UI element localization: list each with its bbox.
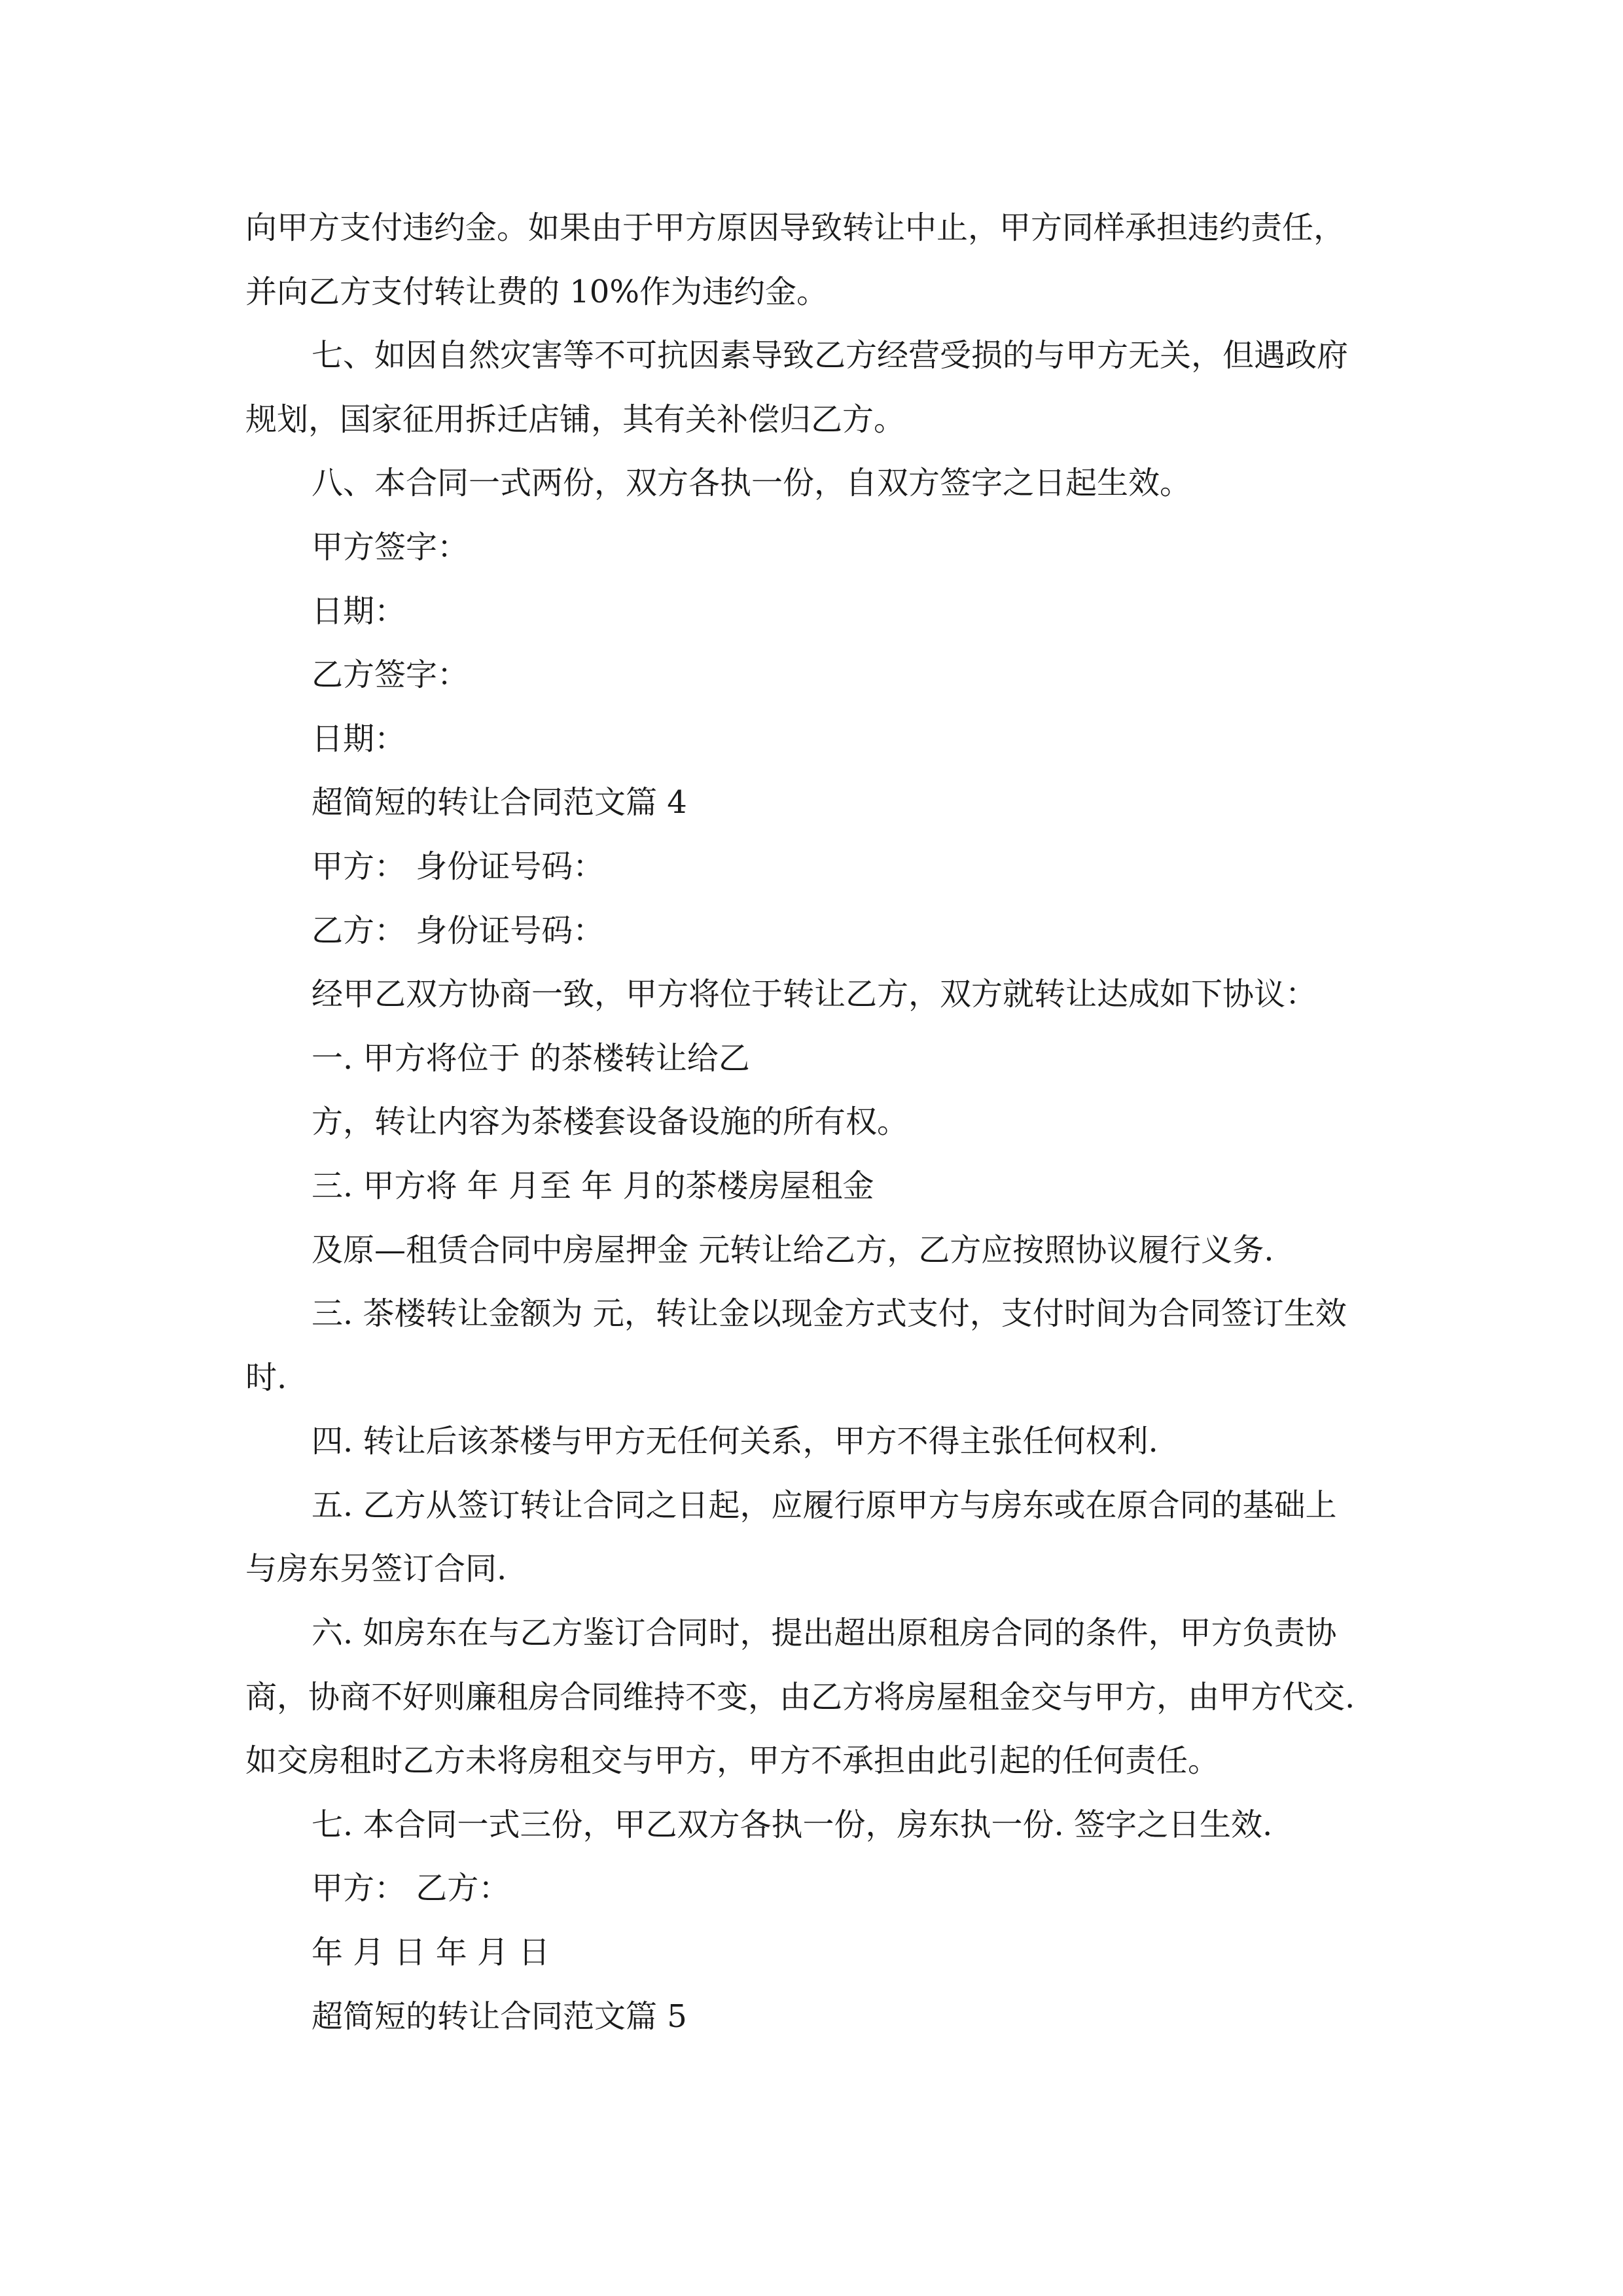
paragraph-line: 向甲方支付违约金。如果由于甲方原因导致转让中止，甲方同样承担违约责任， [245, 209, 1346, 246]
clause-one: 一. 甲方将位于 的茶楼转让给乙 [312, 1039, 750, 1077]
paragraph-line: 并向乙方支付转让费的 10%作为违约金。 [245, 273, 828, 310]
paragraph-line: 与房东另签订合同. [245, 1551, 507, 1588]
party-b-id-line: 乙方： 身份证号码： [312, 912, 605, 949]
date-label: 日期： [312, 720, 406, 757]
clause-eight: 八、本合同一式两份，双方各执一份，自双方签字之日起生效。 [312, 465, 1192, 502]
party-a-id-line: 甲方： 身份证号码： [312, 848, 605, 885]
clause-five: 五. 乙方从签订转让合同之日起，应履行原甲方与房东或在原合同的基础上 [312, 1486, 1337, 1524]
paragraph-line: 方，转让内容为茶楼套设备设施的所有权。 [312, 1103, 909, 1141]
section-heading: 超简短的转让合同范文篇 5 [312, 1998, 687, 2035]
date-label: 日期： [312, 592, 406, 630]
clause-three-b: 三. 茶楼转让金额为 元，转让金以现金方式支付，支付时间为合同签订生效 [312, 1295, 1347, 1333]
signature-date-line: 年 月 日 年 月 日 [312, 1934, 550, 1971]
clause-three-a: 三. 甲方将 年 月至 年 月的茶楼房屋租金 [312, 1167, 874, 1204]
clause-six: 六. 如房东在与乙方鉴订合同时，提出超出原租房合同的条件，甲方负责协 [312, 1615, 1337, 1652]
paragraph-line: 及原—租赁合同中房屋押金 元转让给乙方，乙方应按照协议履行义务. [312, 1231, 1274, 1268]
paragraph-line: 如交房租时乙方未将房租交与甲方，甲方不承担由此引起的任何责任。 [245, 1742, 1220, 1780]
party-a-signature-label: 甲方签字： [312, 528, 469, 565]
clause-seven: 七、如因自然灾害等不可抗因素导致乙方经营受损的与甲方无关，但遇政府 [312, 337, 1349, 374]
agreement-intro: 经甲乙双方协商一致，甲方将位于转让乙方，双方就转让达成如下协议： [312, 976, 1317, 1013]
paragraph-line: 时. [245, 1359, 287, 1396]
clause-four: 四. 转让后该茶楼与甲方无任何关系，甲方不得主张任何权利. [312, 1423, 1158, 1460]
signature-parties-line: 甲方： 乙方： [312, 1870, 510, 1907]
party-b-signature-label: 乙方签字： [312, 656, 469, 694]
paragraph-line: 商，协商不好则廉租房合同维持不变，由乙方将房屋租金交与甲方，由甲方代交. [245, 1678, 1355, 1715]
clause-seven-b: 七. 本合同一式三份，甲乙双方各执一份，房东执一份. 签字之日生效. [312, 1806, 1273, 1843]
document-body [245, 196, 1384, 2049]
section-heading: 超简短的转让合同范文篇 4 [312, 784, 687, 821]
paragraph-line: 规划，国家征用拆迁店铺，其有关补偿归乙方。 [245, 401, 906, 438]
